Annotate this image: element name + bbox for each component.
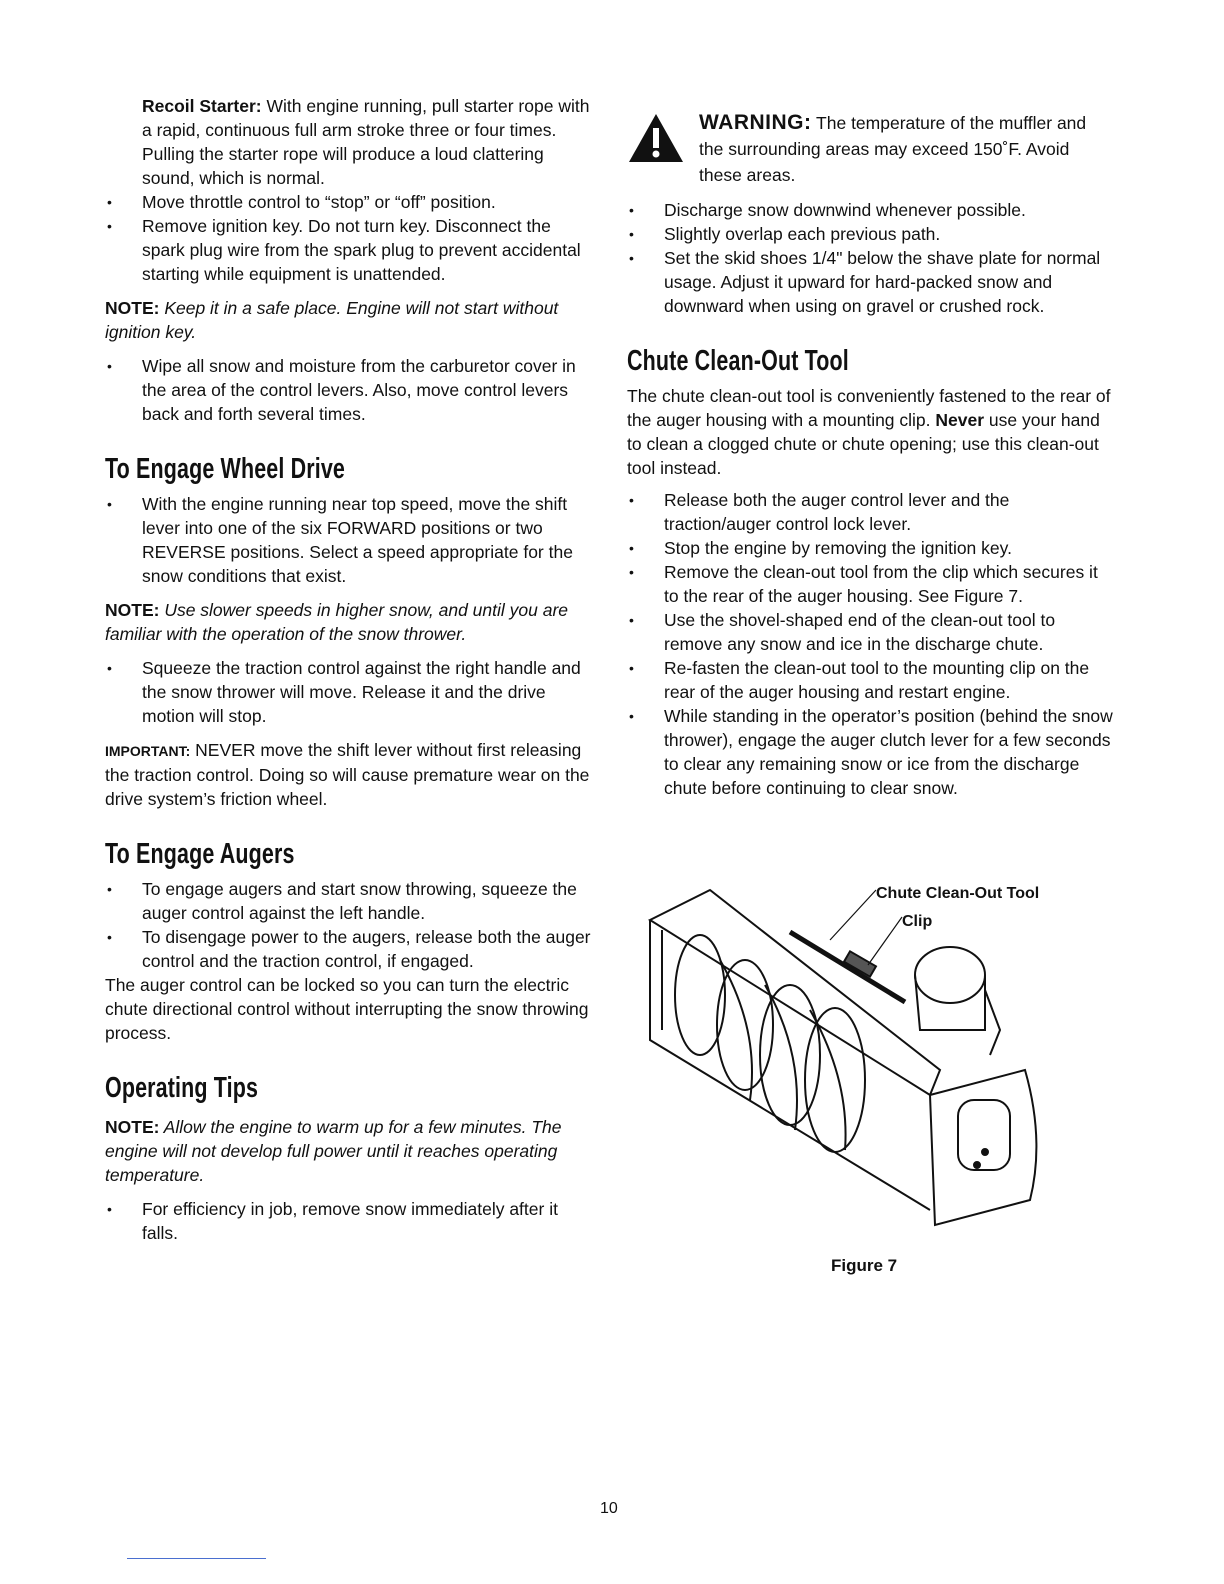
heading-engage-wheel-drive: To Engage Wheel Drive — [105, 453, 346, 485]
important-text: NEVER move the shift lever without first releasing the traction control. Doing so will cause premature wear on the drive system’s friction wheel. — [105, 740, 590, 809]
list-item: • To disengage power to the augers, release both the auger control and the traction control, if engaged. — [105, 925, 597, 973]
recoil-starter-paragraph — [105, 94, 597, 190]
list-item: • Move throttle control to “stop” or “off” position. — [105, 190, 597, 214]
bullet-list-f — [105, 1197, 597, 1245]
list-item: • Remove the clean-out tool from the clip which secures it to the rear of the auger housing. See Figure 7. — [627, 560, 1113, 608]
list-item: • Remove ignition key. Do not turn key. Disconnect the spark plug wire from the spark plug to prevent accidental starting while equipment is unattended. — [105, 214, 597, 286]
note-label: NOTE: — [105, 1117, 160, 1137]
list-item: • With the engine running near top speed, move the shift lever into one of the six FORWARD positions or two REVERSE positions. Select a speed appropriate for the snow conditions that exist. — [105, 492, 597, 588]
chute-text-a: The chute clean-out tool is conveniently fastened to the rear of the auger housing with a mounting clip. — [627, 386, 1111, 430]
note-label: NOTE: — [105, 600, 160, 620]
warning-triangle-icon — [627, 112, 685, 164]
list-item: • Release both the auger control lever and the traction/auger control lock lever. — [627, 488, 1113, 536]
note-warm-up — [105, 1115, 597, 1187]
recoil-starter-label: Recoil Starter: — [142, 96, 262, 116]
bullet-list-b — [105, 354, 597, 426]
bullet-list-a — [105, 190, 597, 286]
note-text: Allow the engine to warm up for a few minutes. The engine will not develop full power until it reaches operating temperature. — [105, 1117, 562, 1185]
right-column — [627, 110, 1113, 800]
left-column — [105, 94, 597, 1245]
list-item: • While standing in the operator’s position (behind the snow thrower), engage the auger clutch lever for a few seconds to clear any remaining snow or ice from the discharge chute before continuing to clear snow. — [627, 704, 1113, 800]
page-number: 10 — [600, 1500, 618, 1517]
note-slower-speeds — [105, 598, 597, 646]
note-ignition-key — [105, 296, 597, 344]
list-item: • For efficiency in job, remove snow immediately after it falls. — [105, 1197, 597, 1245]
list-item: • Re-fasten the clean-out tool to the mounting clip on the rear of the auger housing and restart engine. — [627, 656, 1113, 704]
heading-engage-augers: To Engage Augers — [105, 838, 295, 870]
important-paragraph — [105, 738, 597, 811]
augers-paragraph: The auger control can be locked so you can turn the electric chute directional control without interrupting the snow throwing process. — [105, 975, 589, 1043]
heading-chute-clean-out-tool: Chute Clean-Out Tool — [627, 345, 849, 377]
list-item: • Squeeze the traction control against the right handle and the snow thrower will move. Release it and the drive motion will stop. — [105, 656, 597, 728]
footer-line — [127, 1558, 266, 1559]
list-item: • Use the shovel-shaped end of the clean-out tool to remove any snow and ice in the discharge chute. — [627, 608, 1113, 656]
bullet-list-d — [105, 656, 597, 728]
warning-label: WARNING: — [699, 111, 812, 134]
heading-operating-tips: Operating Tips — [105, 1072, 259, 1104]
figure-label-clip: Clip — [902, 913, 933, 930]
list-item: • Stop the engine by removing the ignition key. — [627, 536, 1113, 560]
bullet-list-h — [627, 488, 1113, 800]
bullet-list-e — [105, 877, 597, 973]
warning-text: The temperature of the muffler and the surrounding areas may exceed 150˚F. Avoid these areas. — [699, 113, 1087, 185]
note-label: NOTE: — [105, 298, 160, 318]
bullet-list-g — [627, 198, 1113, 318]
recoil-starter-text: With engine running, pull starter rope with a rapid, continuous full arm stroke three or four times. Pulling the starter rope will produce a loud clattering sound, which is normal. — [142, 96, 590, 188]
figure-label-chute-clean-out-tool: Chute Clean-Out Tool — [876, 885, 1040, 902]
note-text: Use slower speeds in higher snow, and until you are familiar with the operation of the snow thrower. — [105, 600, 569, 644]
list-item: • Set the skid shoes 1/4" below the shave plate for normal usage. Adjust it upward for hard-packed snow and downward when using on gravel or crushed rock. — [627, 246, 1113, 318]
list-item: • Slightly overlap each previous path. — [627, 222, 1113, 246]
note-text: Keep it in a safe place. Engine will not start without ignition key. — [105, 298, 559, 342]
important-label: IMPORTANT: — [105, 743, 191, 759]
chute-text-b: use your hand to clean a clogged chute or chute opening; use this clean-out tool instead. — [627, 410, 1100, 478]
list-item: • To engage augers and start snow throwing, squeeze the auger control against the left handle. — [105, 877, 597, 925]
chute-paragraph — [627, 384, 1113, 480]
warning-text-paragraph — [699, 110, 1113, 188]
warning-block — [627, 110, 1113, 188]
chute-text-never: Never — [935, 410, 985, 430]
list-item: • Wipe all snow and moisture from the carburetor cover in the area of the control levers. Also, move control levers back and forth several times. — [105, 354, 597, 426]
figure-7-auger-housing-illustration — [640, 880, 1060, 1240]
figure-caption: Figure 7 — [831, 1256, 898, 1275]
list-item: • Discharge snow downwind whenever possible. — [627, 198, 1113, 222]
bullet-list-c — [105, 492, 597, 588]
